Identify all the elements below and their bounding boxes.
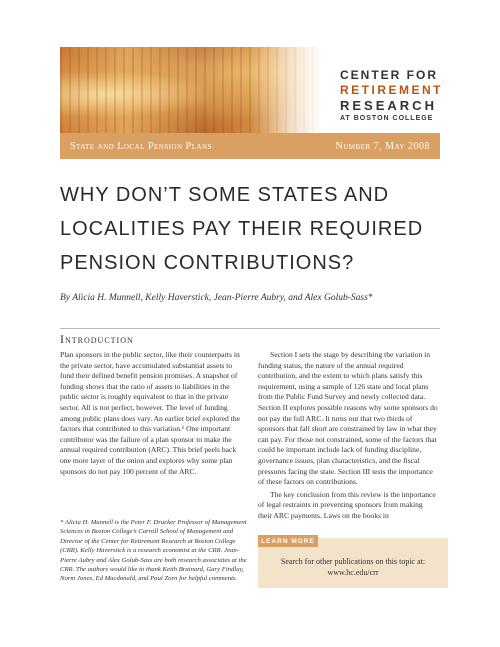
- masthead: [0, 0, 500, 133]
- header-photo: [60, 47, 320, 133]
- paragraph: The key conclusion from this review is the importance of legal restraints in preventing sponsors from making their ARC payments. Laws on the books in: [258, 489, 436, 520]
- title-line-3: PENSION CONTRIBUTIONS?: [60, 252, 355, 274]
- paragraph: Plan sponsors in the public sector, like their counterparts in the private sector, have accumulated substantial assets to fund their defined benefit pension promises. A snapshot of funding shows that the ratio of assets to liabilities in the public sector is roughly equivalent to that in the private sector. All is not perfect, however. The level of funding among public plans does vary. An earlier brief explored the factors that contributed to this variation.¹ One important contributor was the failure of a plan sponsor to make the annual required contribution (ARC). This brief peels back one more layer of the onion and explores why some plan sponsors do not pay 100 percent of the ARC.: [60, 350, 241, 476]
- learn-more-line-1: Search for other publications on this topic at:: [280, 557, 426, 566]
- body-column-right: [258, 350, 438, 524]
- byline: By Alicia H. Munnell, Kelly Haverstick, Jean-Pierre Aubry, and Alex Golub-Sass*: [60, 293, 373, 303]
- logo-line-1: CENTER FOR: [340, 68, 438, 82]
- title-line-2: LOCALITIES PAY THEIR REQUIRED: [60, 218, 424, 240]
- series-name: State and Local Pension Plans: [70, 140, 213, 152]
- learn-more-link[interactable]: www.bc.edu/crr: [327, 568, 379, 577]
- photo-fade: [250, 47, 320, 133]
- issue-number: Number 7, May 2008: [335, 140, 430, 152]
- learn-more-text: [258, 556, 448, 578]
- crr-logo[interactable]: [340, 68, 490, 124]
- title-line-1: WHY DON’T SOME STATES AND: [60, 184, 390, 206]
- logo-line-2: RETIREMENT: [340, 83, 443, 97]
- body-column-left: [60, 350, 246, 479]
- brief-title: [60, 178, 460, 280]
- section-heading: Introduction: [60, 328, 440, 347]
- logo-line-4: AT BOSTON COLLEGE: [340, 115, 434, 122]
- logo-line-3: RESEARCH: [340, 98, 437, 113]
- learn-more-tab: LEARN MORE: [258, 535, 318, 547]
- learn-more-box: [258, 538, 448, 588]
- paragraph: Section I sets the stage by describing the variation in funding status, the nature of the annual required contribution, and the extent to which plans satisfy this requirement, using a sample of 126 state and local plans from the Public Fund Survey and newly collected data. Section II explores possible reasons why some sponsors do not pay the full ARC. It turns out that two thirds of sponsors that fall short are constrained by law in what they can pay. For those not constrained, some of the factors that could be important include lack of funding discipline, governance issues, plan characteristics, and the fiscal pressures facing the state. Section III tests the importance of these factors on contributions.: [258, 350, 438, 487]
- series-banner: [60, 133, 440, 159]
- author-footnote: * Alicia H. Munnell is the Peter F. Drucker Professor of Management Sciences in Boston College’s Carroll School of Management and Director of the Center for Retirement Research at Boston College (CRR). Kelly Haverstick is a research economist at the CRR. Jean-Pierre Aubry and Alex Golub-Sass are both research associates at the CRR. The authors would like to thank Keith Brainard, Gary Findlay, Norm Jones, Ed Macdonald, and Paul Zorn for helpful comments.: [60, 519, 247, 583]
